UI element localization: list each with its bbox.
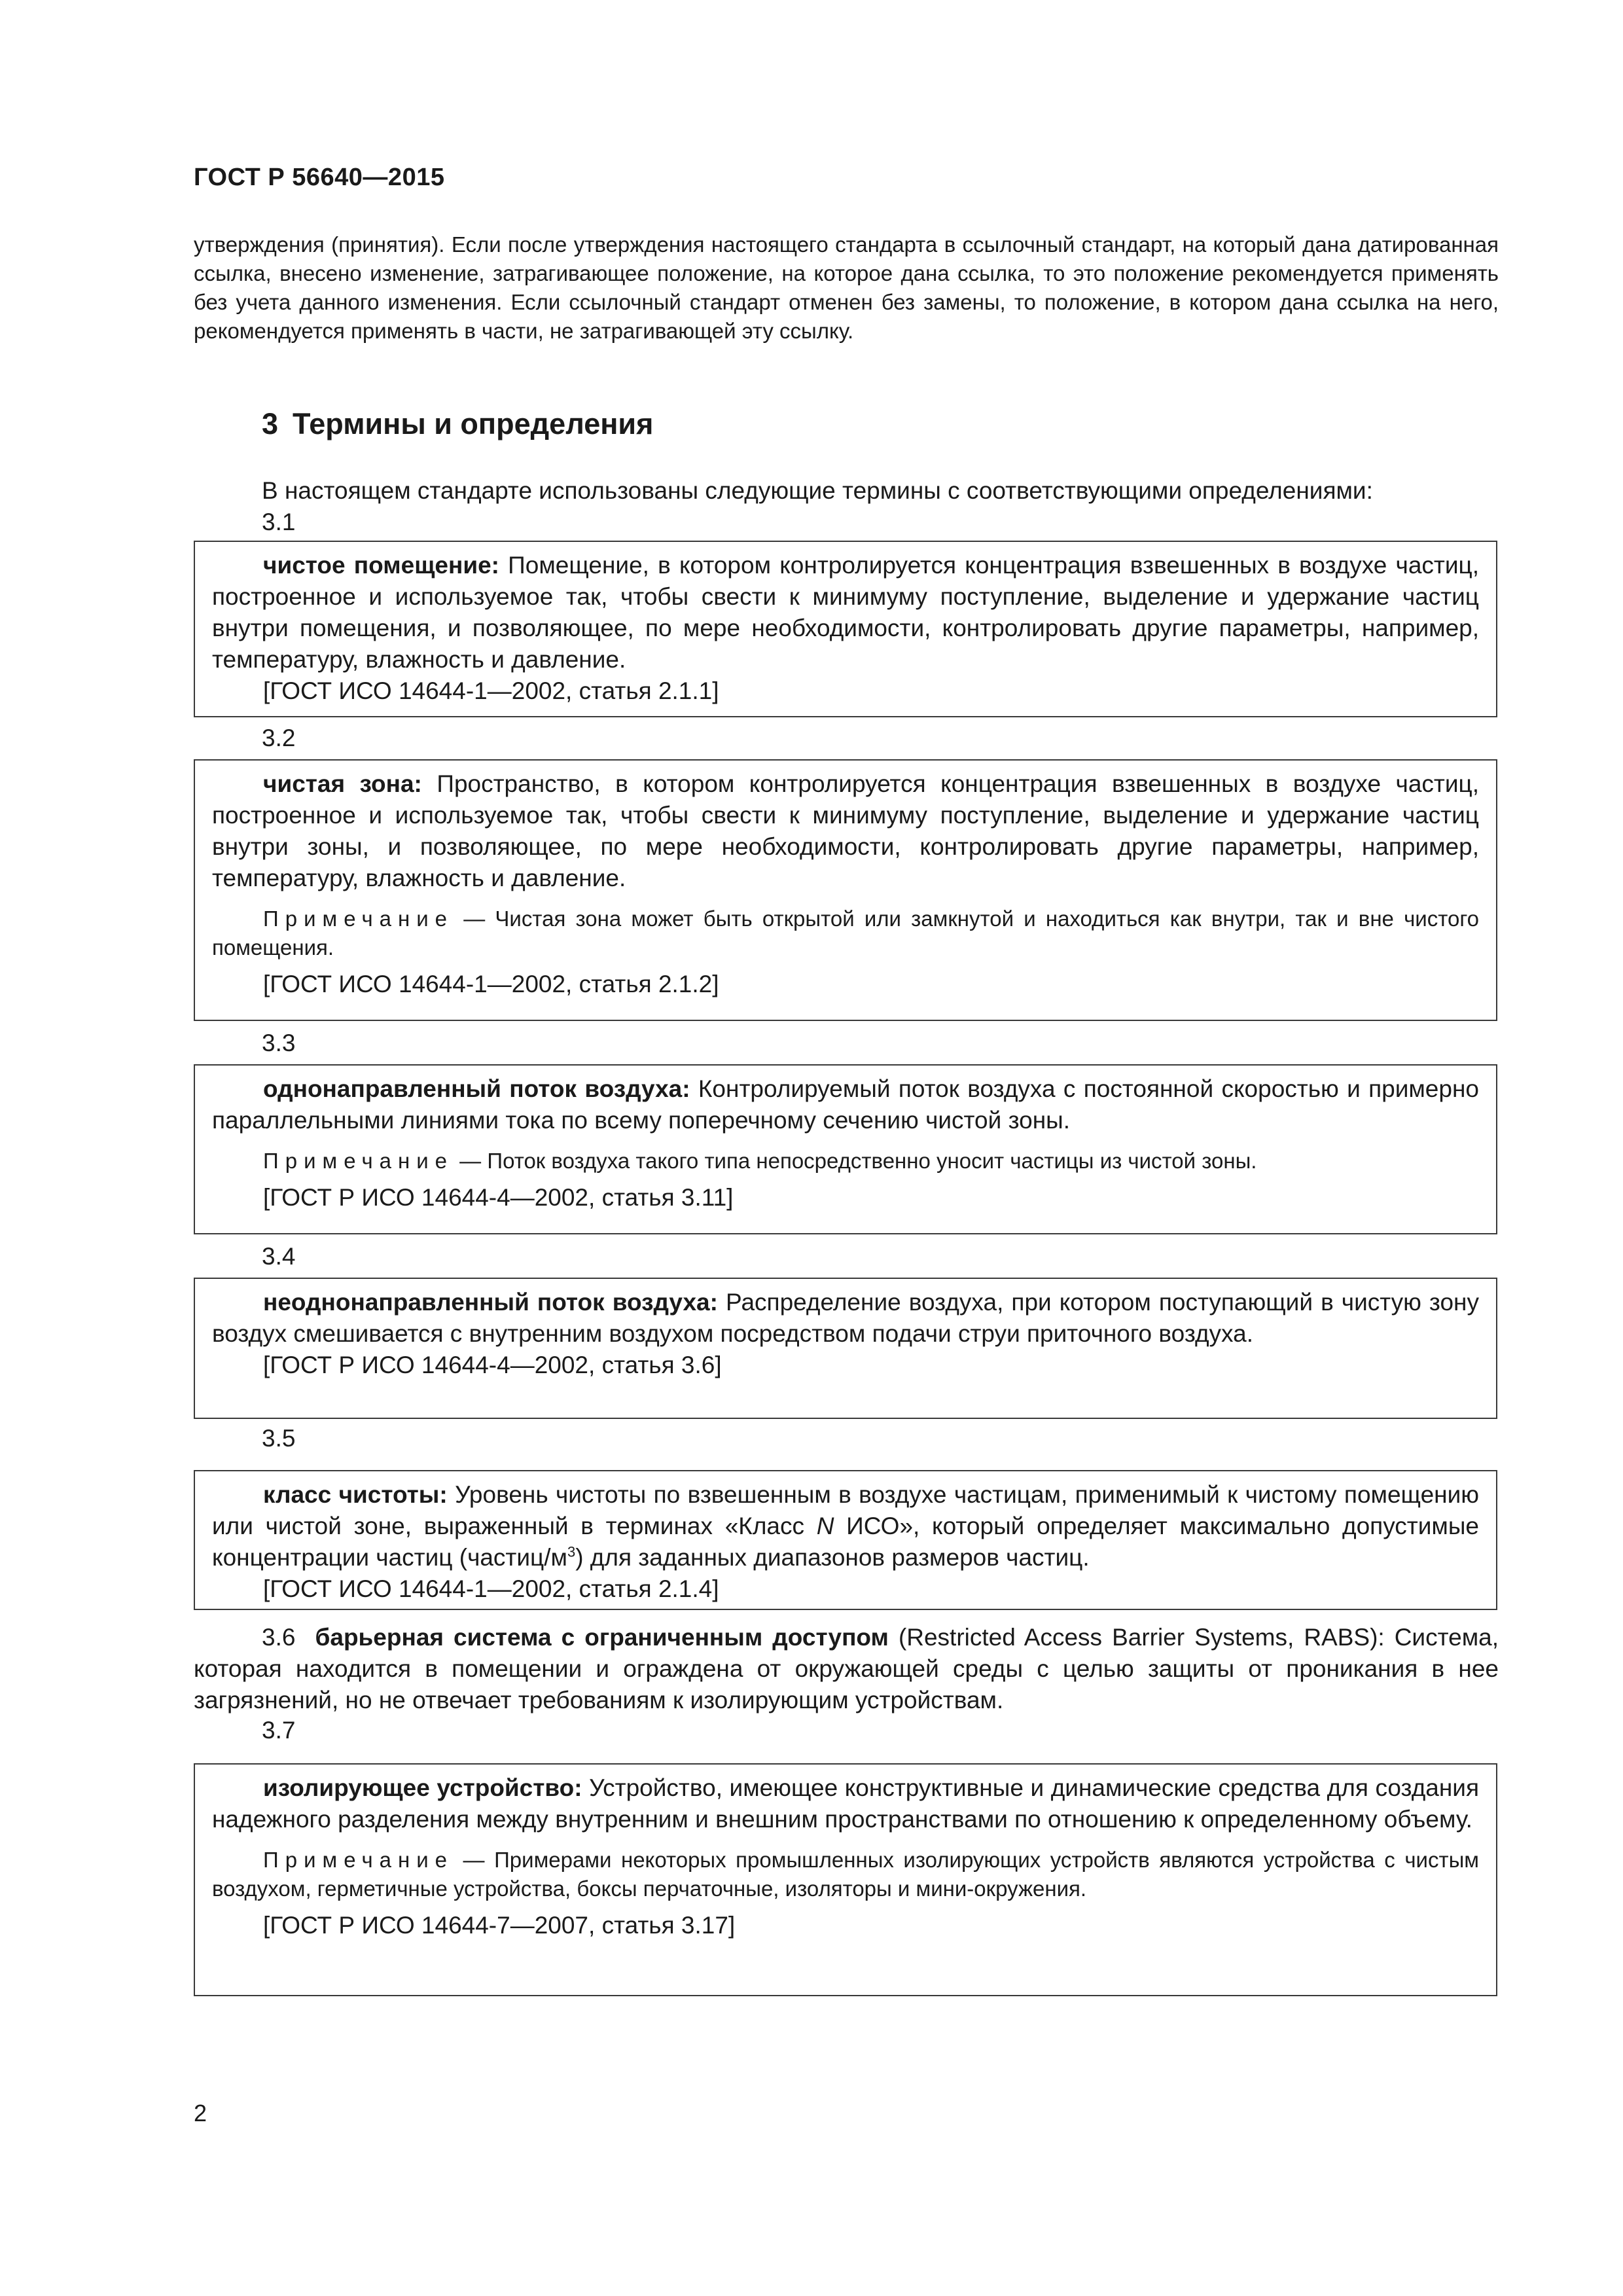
term-box [194,1470,1497,1610]
term-box [194,759,1497,1021]
term-source: [ГОСТ Р ИСО 14644-4—2002, статья 3.11] [263,1184,734,1211]
page-number: 2 [194,2100,207,2126]
term-note [212,1846,1479,1903]
term-note [212,905,1479,962]
definition-text: Уровень чистоты по взвешенным в воздухе частицам, применимый к чистому помещению или чистой зоне, выраженный в терминах «Класс [212,1481,1479,1539]
note-label: Примечание [263,1149,454,1173]
term-definition [212,768,1479,894]
definition-text: Распределение воздуха, при котором поступающий в чистую зону воздух смешивается с внутренним воздухом посредством подачи струи приточного воздуха. [212,1289,1479,1347]
term-definition [212,1287,1479,1350]
class-symbol: N [816,1513,834,1539]
term-box [194,1763,1497,1996]
term-box [194,1064,1497,1234]
term-name: класс чистоты: [263,1481,448,1508]
term-number: 3.2 [262,725,296,751]
intro-paragraph: утверждения (принятия). Если после утверждения настоящего стандарта в ссылочный стандарт, на который дана датированная ссылка, внесено изменение, затрагивающее положение, на которое дана ссылка, то это положение рекомендуется применять без учета данного изменения. Если ссылочный стандарт отменен без замены, то положение, в котором дана ссылка на него, рекомендуется применять в части, не затрагивающей эту ссылку. [194,232,1499,343]
term-source: [ГОСТ Р ИСО 14644-4—2002, статья 3.6] [263,1352,722,1378]
term-free-paragraph [194,1622,1499,1716]
note-label: Примечание [263,906,454,931]
note-text: — Примерами некоторых промышленных изолирующих устройств являются устройства с чистым воздухом, герметичные устройства, боксы перчаточные, изоляторы и мини-окружения. [212,1848,1479,1901]
definition-text: (Restricted Access Barrier Systems, RABS): Система, которая находится в помещении и ограждена от окружающей среды с целью защиты от проникания в нее загрязнений, но не отвечает требованиям к изолирующим устройствам. [194,1624,1499,1713]
term-name: неоднонаправленный поток воздуха: [263,1289,718,1316]
term-definition [212,1772,1479,1835]
term-name: изолирующее устройство: [263,1774,582,1801]
definition-text: Устройство, имеющее конструктивные и динамические средства для создания надежного разделения между внутренним и внешним пространствами по отношению к определенному объему. [212,1774,1479,1833]
term-note [212,1147,1479,1175]
term-name: однонаправленный поток воздуха: [263,1075,690,1102]
term-box [194,1278,1497,1419]
definition-text: Контролируемый поток воздуха с постоянной скоростью и примерно параллельными линиями тока по всему поперечному сечению чистой зоны. [212,1075,1479,1134]
note-text: — Поток воздуха такого типа непосредственно уносит частицы из чистой зоны. [454,1149,1257,1173]
term-name: барьерная система с ограниченным доступом [315,1624,889,1651]
definition-text: Пространство, в котором контролируется концентрация взвешенных в воздухе частиц, построенное и используемое так, чтобы свести к минимуму поступление, выделение и удержание частиц внутри зоны, и позволяющее, по мере необходимости, контролировать другие параметры, например, температуру, влажность и давление. [212,770,1480,891]
superscript: 3 [567,1543,576,1560]
definition-text: Помещение, в котором контролируется концентрация взвешенных в воздухе частиц, построенное и используемое так, чтобы свести к минимуму поступление, выделение и удержание частиц внутри помещения, и позволяющее, по мере необходимости, контролировать другие параметры, например, температуру, влажность и давление. [212,552,1479,673]
term-source: [ГОСТ ИСО 14644-1—2002, статья 2.1.4] [263,1575,719,1602]
definition-text: ИСО», который определяет максимально допустимые концентрации частиц (частиц/м [212,1513,1480,1571]
term-number: 3.5 [262,1425,296,1452]
term-source: [ГОСТ ИСО 14644-1—2002, статья 2.1.1] [263,677,719,704]
document-header: ГОСТ Р 56640—2015 [194,164,445,191]
term-name: чистое помещение: [263,552,499,579]
term-number: 3.1 [262,509,296,535]
term-definition [212,550,1479,675]
definition-text: ) для заданных диапазонов размеров частиц. [575,1544,1090,1571]
term-box [194,541,1497,717]
term-definition [194,1622,1499,1716]
term-number: 3.7 [262,1717,296,1744]
term-number: 3.4 [262,1243,296,1270]
note-text: — Чистая зона может быть открытой или замкнутой и находиться как внутри, так и вне чистого помещения. [212,906,1479,960]
section-title-text: Термины и определения [293,407,654,440]
term-definition [212,1479,1479,1573]
term-number: 3.3 [262,1030,296,1056]
term-number: 3.6 [262,1624,296,1651]
section-lead: В настоящем стандарте использованы следующие термины с соответствующими определениями: [262,477,1373,504]
term-name: чистая зона: [263,770,422,797]
term-definition [212,1073,1479,1136]
term-source: [ГОСТ Р ИСО 14644-7—2007, статья 3.17] [263,1912,736,1939]
section-number: 3 [262,407,279,440]
term-source: [ГОСТ ИСО 14644-1—2002, статья 2.1.2] [263,971,719,997]
section-title [262,407,653,441]
note-label: Примечание [263,1848,454,1872]
